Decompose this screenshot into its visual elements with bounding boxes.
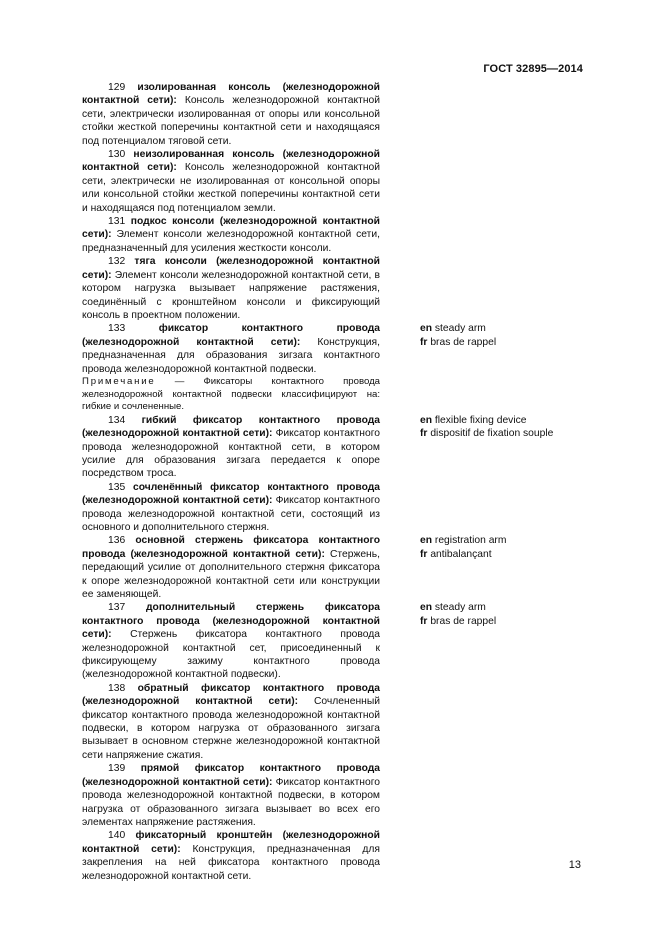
- lang-code-en: en: [420, 535, 433, 547]
- term-entry-138: [82, 682, 380, 762]
- term-definition: Консоль железнодорожной контактной сети, электрически изолированная от опоры или консольной стойки жесткой поперечины контактной сети и находящаяся под потенциалом тяговой сети.: [82, 95, 380, 147]
- term-definition: Фиксатор контактного провода железнодорожной контактной сети, в котором усилие для образования зигзага передается к опоре посредством троса.: [82, 428, 380, 480]
- english-term: steady arm: [434, 323, 486, 335]
- term-entry-134: [82, 414, 380, 481]
- term-entry-137: [82, 601, 380, 681]
- foreign-equivalents-134: [420, 414, 553, 441]
- page-number: 13: [568, 859, 581, 871]
- term-number: 134: [108, 414, 126, 426]
- note-label: Примечание: [82, 375, 156, 387]
- term-entry-132: [82, 255, 380, 322]
- term-definition: Стержень фиксатора контактного провода железнодорожной контактной сет, присоединенный к фиксирующему зажиму контактного провода (железнодорожной контактной подвески).: [82, 629, 380, 681]
- term-number: 131: [108, 216, 126, 228]
- english-term: flexible fixing device: [434, 414, 527, 426]
- term-entry-133: [82, 322, 380, 376]
- lang-code-en: en: [420, 414, 433, 426]
- term-number: 135: [108, 481, 126, 493]
- term-definition: Сочлененный фиксатор контактного провода железнодорожной контактной подвески, в котором нагрузка от образованного зигзага вызывает в основном стержне железнодорожной контактной сети напряжение сжатия.: [82, 696, 380, 761]
- lang-code-en: en: [420, 602, 433, 614]
- english-equivalent: [420, 322, 496, 335]
- foreign-equivalents-136: [420, 534, 506, 561]
- foreign-equivalents-137: [420, 601, 496, 628]
- document-code: ГОСТ 32895—2014: [483, 63, 583, 75]
- english-term: registration arm: [434, 535, 507, 547]
- term-entry-129: [82, 81, 380, 148]
- term-name: тяга консоли (железнодорожной контактной сети):: [82, 256, 380, 281]
- french-equivalent: [420, 336, 496, 349]
- french-term: bras de rappel: [430, 615, 497, 627]
- term-entry-140: [82, 829, 380, 883]
- term-note-133: [82, 376, 380, 414]
- french-equivalent: [420, 615, 496, 628]
- term-name: прямой фиксатор контактного провода (железнодорожной контактной сети):: [82, 763, 380, 788]
- lang-code-en: en: [420, 323, 433, 335]
- french-equivalent: [420, 548, 506, 561]
- term-definition: Конструкция, предназначенная для образования зигзага контактного провода железнодорожной контактной подвески.: [82, 336, 380, 375]
- french-term: antibalançant: [430, 548, 492, 560]
- term-number: 133: [108, 323, 126, 335]
- term-name: фиксаторный кронштейн (железнодорожной контактной сети):: [82, 830, 380, 855]
- term-name: подкос консоли (железнодорожной контактной сети):: [82, 216, 380, 241]
- term-entry-136: [82, 534, 380, 601]
- french-term: dispositif de fixation souple: [430, 428, 554, 440]
- term-name: фиксатор контактного провода (железнодорожной контактной сети):: [82, 323, 380, 348]
- term-definition: Консоль железнодорожной контактной сети, электрически не изолированная от консольной опоры или консольной стойки жесткой поперечины контактной сети и находящаяся под потенциалом земли.: [82, 162, 380, 214]
- term-definition: Конструкция, предназначенная для закрепления на ней фиксатора контактного провода железнодорожной контактной сети.: [82, 843, 380, 882]
- lang-code-fr: fr: [420, 548, 428, 560]
- term-definition: Элемент консоли железнодорожной контактной сети, предназначенный для усиления жесткости консоли.: [82, 229, 380, 254]
- term-name: обратный фиксатор контактного провода (железнодорожной контактной сети):: [82, 682, 380, 708]
- term-definition: Элемент консоли железнодорожной контактной сети, в котором нагрузка вызывает напряжение растяжения, соединённый с кронштейном консоли и фиксирующий консоль в проектном положении.: [82, 269, 380, 321]
- lang-code-fr: fr: [420, 615, 428, 627]
- term-entry-135: [82, 481, 380, 535]
- french-equivalent: [420, 427, 553, 440]
- term-name: неизолированная консоль (железнодорожной контактной сети):: [82, 149, 380, 174]
- term-number: 137: [108, 602, 126, 614]
- term-number: 139: [108, 763, 126, 775]
- term-name: дополнительный стержень фиксатора контактного провода (железнодорожной контактной сети):: [82, 602, 380, 641]
- lang-code-fr: fr: [420, 336, 428, 348]
- term-number: 129: [108, 82, 126, 93]
- english-equivalent: [420, 414, 553, 427]
- term-name: основной стержень фиксатора контактного провода (железнодорожной контактной сети):: [82, 535, 380, 560]
- french-term: bras de rappel: [430, 336, 497, 348]
- term-number: 140: [108, 830, 126, 842]
- note-text: — Фиксаторы контактного провода железнодорожной контактной подвески классифицируют на: гибкие и сочлененные.: [82, 375, 380, 413]
- term-definition: Фиксатор контактного провода железнодорожной контактной подвески, в котором нагрузка от образованного зигзага вызывает во всех его элементах напряжение растяжения.: [82, 776, 380, 828]
- term-definition: Стержень, передающий усилие от дополнительного стержня фиксатора к опоре железнодорожной контактной сети или конструкции ее заменяющей.: [82, 548, 380, 600]
- english-term: steady arm: [434, 602, 486, 614]
- term-number: 136: [108, 535, 126, 547]
- foreign-equivalents-133: [420, 322, 496, 349]
- term-number: 138: [108, 682, 126, 694]
- english-equivalent: [420, 601, 496, 614]
- term-entry-139: [82, 762, 380, 829]
- terms-column: [82, 81, 380, 883]
- term-number: 130: [108, 149, 126, 161]
- term-name: изолированная консоль (железнодорожной контактной сети):: [82, 82, 380, 107]
- term-definition: Фиксатор контактного провода железнодорожной контактной сети, состоящий из основного и дополнительного стержня.: [82, 495, 380, 533]
- lang-code-fr: fr: [420, 428, 428, 440]
- term-entry-130: [82, 148, 380, 215]
- term-number: 132: [108, 256, 126, 268]
- english-equivalent: [420, 534, 506, 547]
- term-name: сочленённый фиксатор контактного провода (железнодорожной контактной сети):: [82, 481, 380, 507]
- term-entry-131: [82, 215, 380, 255]
- term-name: гибкий фиксатор контактного провода (железнодорожной контактной сети):: [82, 414, 380, 440]
